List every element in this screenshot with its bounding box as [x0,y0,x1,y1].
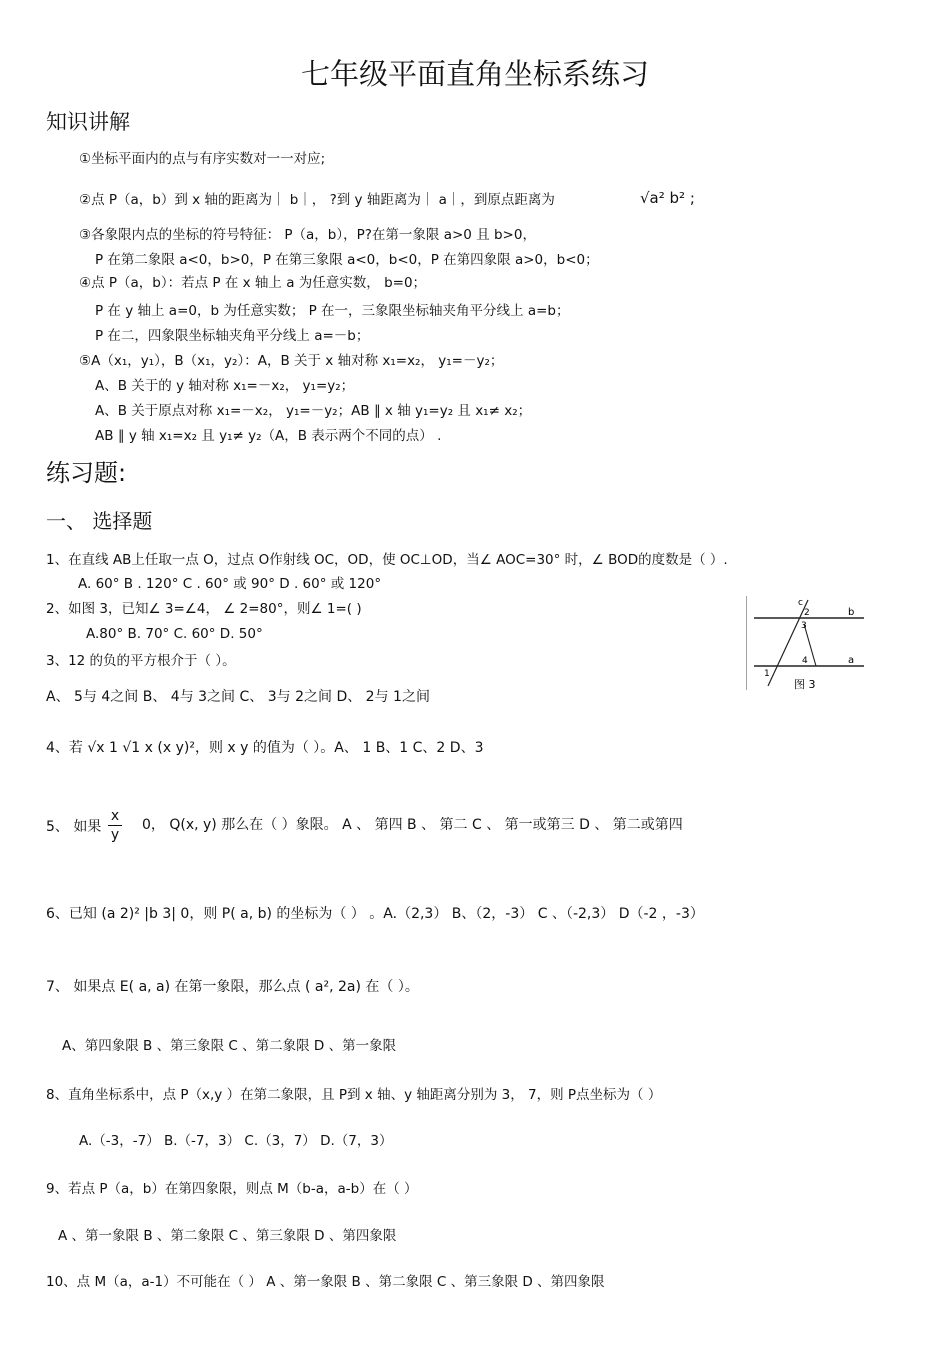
knowledge-line-6: P 在 y 轴上 a=0，b 为任意实数； P 在一，三象限坐标轴夹角平分线上 a=b； [95,303,570,319]
question-9: 9、若点 P（a，b）在第四象限，则点 M（b-a，a-b）在（ ） [46,1181,418,1197]
line-c [768,600,808,686]
exercise-heading: 练习题: [46,459,127,487]
figure-label-1: 1 [764,669,770,679]
question-5-prefix: 5、 如果 [46,819,102,835]
question-1-options: A. 60° B . 120° C . 60° 或 90° D . 60° 或 120° [78,576,382,592]
figure-label-a: a [848,655,855,666]
knowledge-line-3: ③各象限内点的坐标的符号特征： P（a，b），P?在第一象限 a>0 且 b>0， [79,227,536,243]
question-2: 2、如图 3，已知∠ 3=∠4， ∠ 2=80°，则∠ 1=( ) [46,601,362,617]
question-6: 6、已知 (a 2)² |b 3| 0，则 P( a, b) 的坐标为（ ） 。A.（2,3） B、（2，-3） C 、（-2,3） D（-2 ，-3） [46,906,704,922]
knowledge-line-2: ②点 P（a，b）到 x 轴的距离为｜ b｜， ?到 y 轴距离为｜ a｜，到原点距离为 [79,192,555,208]
question-8: 8、直角坐标系中，点 P（x,y ）在第二象限，且 P到 x 轴、y 轴距离分别为 3， 7，则 P点坐标为（ ） [46,1087,662,1103]
question-5-fraction [108,808,122,843]
knowledge-line-8: ⑤A（x₁，y₁），B（x₁，y₂）：A，B 关于 x 轴对称 x₁=x₂， y₁=－y₂； [79,353,504,369]
knowledge-line-1: ①坐标平面内的点与有序实数对一一对应; [79,151,326,167]
question-1: 1、在直线 AB上任取一点 O，过点 O作射线 OC，OD，使 OC⊥OD，当∠ AOC=30° 时，∠ BOD的度数是（ ）. [46,552,728,568]
knowledge-line-9: A、B 关于的 y 轴对称 x₁=－x₂， y₁=y₂； [95,378,355,394]
figure-label-4: 4 [802,656,808,666]
knowledge-line-7: P 在二，四象限坐标轴夹角平分线上 a=－b； [95,328,370,344]
figure-label-2: 2 [804,608,810,618]
question-10: 10、点 M（a，a-1）不可能在（ ） A 、第一象限 B 、第二象限 C 、第三象限 D 、第四象限 [46,1274,605,1290]
knowledge-line-10: A、B 关于原点对称 x₁=－x₂， y₁=－y₂；AB ∥ x 轴 y₁=y₂ 且 x₁≠ x₂； [95,403,532,419]
question-7: 7、 如果点 E( a, a) 在第一象限，那么点 ( a², 2a) 在（ ）。 [46,979,419,995]
question-2-options: A.80° B. 70° C. 60° D. 50° [86,626,263,642]
question-4: 4、若 √x 1 √1 x (x y)²，则 x y 的值为（ ）。A、 1 B、1 C、2 D、3 [46,740,484,756]
knowledge-line-11: AB ∥ y 轴 x₁=x₂ 且 y₁≠ y₂（A，B 表示两个不同的点） . [95,428,442,444]
knowledge-line-4: P 在第二象限 a<0，b>0，P 在第三象限 a<0，b<0，P 在第四象限 a>0，b<0； [95,252,599,268]
section-heading: 一、 选择题 [46,509,153,533]
page-title: 七年级平面直角坐标系练习 [300,57,649,91]
figure-3-diagram [746,596,864,690]
fraction-denominator: y [110,827,120,843]
knowledge-line-5: ④点 P（a，b）：若点 P 在 x 轴上 a 为任意实数， b=0； [79,275,427,291]
question-9-options: A 、第一象限 B 、第二象限 C 、第三象限 D 、第四象限 [58,1228,397,1244]
question-5: 0， Q(x, y) 那么在（ ）象限。 A 、 第四 B 、 第二 C 、 第一或第三 D 、 第二或第四 [142,817,683,833]
fraction-bar [108,825,122,826]
question-8-options: A.（-3，-7） B.（-7，3） C.（3，7） D.（7，3） [79,1133,393,1149]
question-3-options: A、 5与 4之间 B、 4与 3之间 C、 3与 2之间 D、 2与 1之间 [46,689,430,705]
question-7-options: A、第四象限 B 、第三象限 C 、第二象限 D 、第一象限 [62,1038,397,1054]
figure-label-c: c [798,598,803,608]
fraction-numerator: x [110,808,120,824]
figure-caption: 图 3 [794,678,816,690]
knowledge-heading: 知识讲解 [46,110,130,134]
distance-formula: √a² b² ; [640,189,695,207]
figure-label-b: b [848,607,855,618]
question-3: 3、12 的负的平方根介于（ ）。 [46,653,236,669]
figure-label-3: 3 [801,621,807,631]
